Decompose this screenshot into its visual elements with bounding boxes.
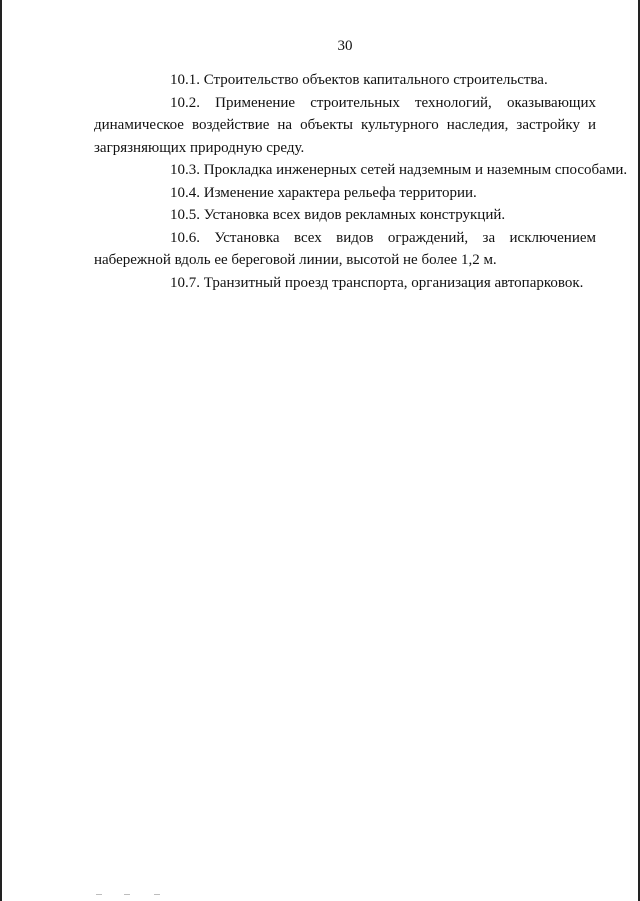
- item-number: 10.2.: [170, 94, 200, 111]
- scan-border-left: [0, 0, 2, 901]
- item-text: Применение строительных технологий, оказывающих динамическое воздействие на объекты культурного наследия, застройку и загрязняющих природную среду.: [94, 94, 596, 156]
- list-item: [94, 204, 596, 227]
- item-text: Изменение характера рельефа территории.: [203, 184, 477, 201]
- item-number: 10.5.: [170, 207, 200, 223]
- scan-mark: [96, 894, 102, 895]
- page-number: 30: [337, 38, 353, 54]
- item-text: Установка всех видов рекламных конструкций.: [203, 207, 506, 223]
- item-text: Строительство объектов капитального строительства.: [203, 72, 548, 88]
- list-item: [94, 182, 596, 205]
- item-text: Транзитный проезд транспорта, организация автопарковок.: [203, 274, 584, 291]
- item-number: 10.6.: [170, 229, 200, 246]
- list-item: [94, 159, 628, 182]
- item-text: Установка всех видов ограждений, за исключением набережной вдоль ее береговой линии, высотой не более 1,2 м.: [94, 229, 597, 268]
- item-text: Прокладка инженерных сетей надземным и наземным способами.: [203, 162, 628, 178]
- scan-mark: [154, 894, 160, 895]
- scan-artifacts: [96, 894, 186, 898]
- item-number: 10.3.: [170, 162, 200, 178]
- item-number: 10.4.: [170, 184, 200, 201]
- item-number: 10.7.: [170, 274, 200, 291]
- document-body: [94, 69, 628, 294]
- list-item: [94, 92, 596, 160]
- list-item: [94, 227, 596, 272]
- item-number: 10.1.: [170, 72, 200, 88]
- scan-mark: [124, 894, 130, 895]
- list-item: [94, 272, 596, 295]
- list-item: [94, 69, 596, 92]
